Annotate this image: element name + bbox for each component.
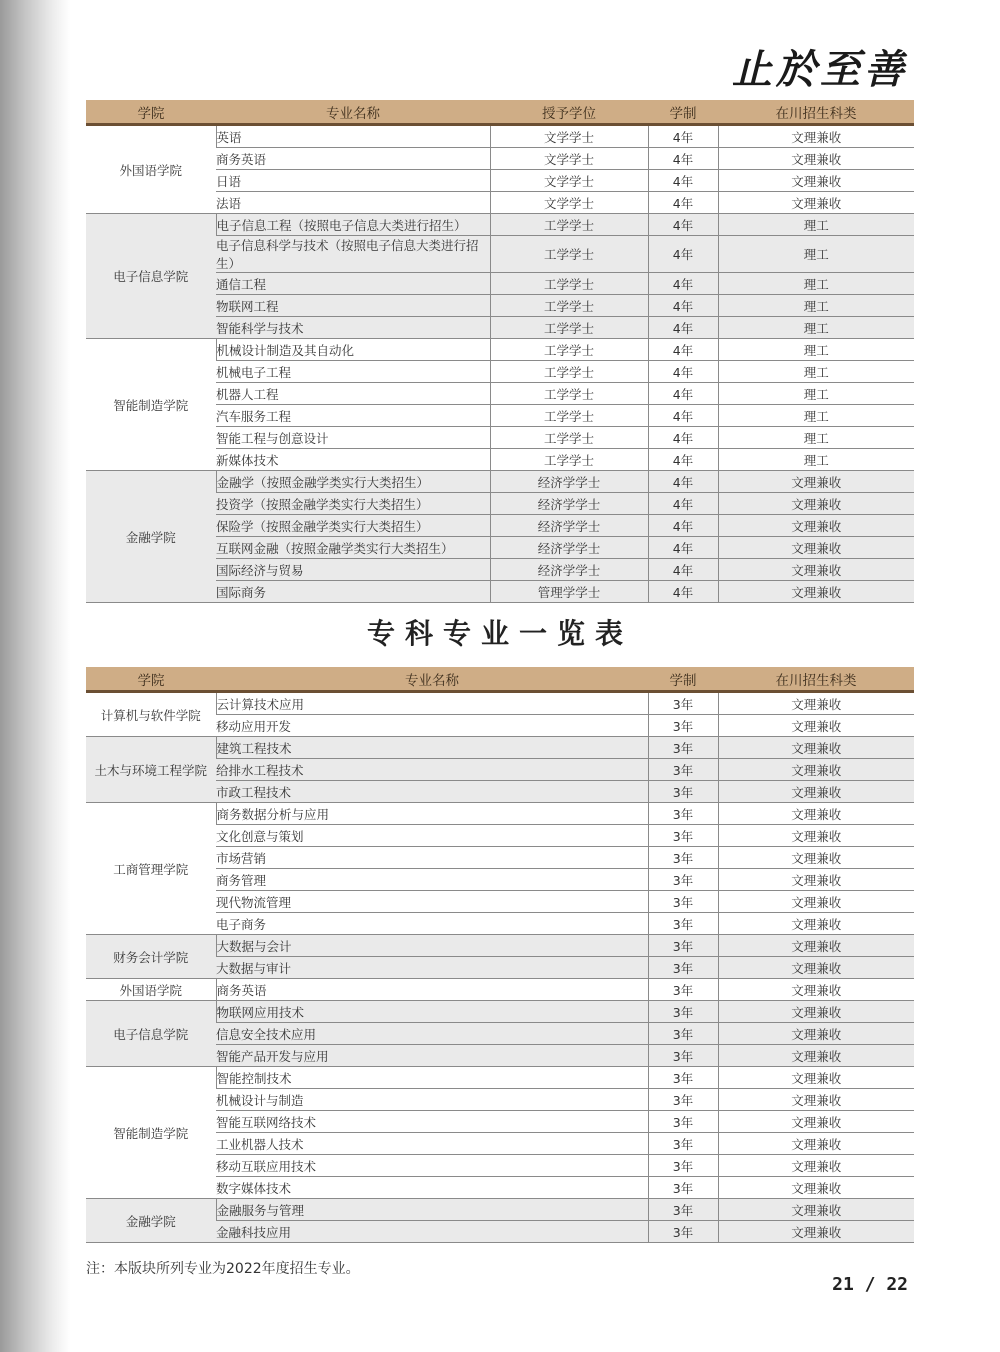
category-cell: 文理兼收 [718,759,914,781]
category-cell: 文理兼收 [718,192,914,214]
duration-cell: 4年 [648,493,718,515]
college-cell: 土木与环境工程学院 [86,737,216,803]
category-cell: 理工 [718,295,914,317]
degree-cell: 文学学士 [490,148,648,170]
duration-cell: 4年 [648,317,718,339]
major-name-cell: 商务数据分析与应用 [216,803,648,825]
category-cell: 文理兼收 [718,869,914,891]
category-cell: 文理兼收 [718,1111,914,1133]
college-majors-table [86,667,914,1243]
major-name-cell: 互联网金融（按照金融学类实行大类招生） [216,537,490,559]
major-name-cell: 大数据与审计 [216,957,648,979]
category-cell: 文理兼收 [718,692,914,715]
major-name-cell: 汽车服务工程 [216,405,490,427]
major-name-cell: 投资学（按照金融学类实行大类招生） [216,493,490,515]
major-name-cell: 智能控制技术 [216,1067,648,1089]
header-major: 专业名称 [216,100,490,125]
college-cell: 计算机与软件学院 [86,692,216,737]
major-name-cell: 市政工程技术 [216,781,648,803]
duration-cell: 4年 [648,170,718,192]
major-name-cell: 文化创意与策划 [216,825,648,847]
category-cell: 理工 [718,273,914,295]
category-cell: 文理兼收 [718,957,914,979]
header-category: 在川招生科类 [718,667,914,692]
major-name-cell: 物联网应用技术 [216,1001,648,1023]
category-cell: 文理兼收 [718,537,914,559]
header-college: 学院 [86,667,216,692]
major-name-cell: 智能产品开发与应用 [216,1045,648,1067]
duration-cell: 3年 [648,737,718,759]
duration-cell: 4年 [648,383,718,405]
major-name-cell: 信息安全技术应用 [216,1023,648,1045]
degree-cell: 经济学学士 [490,559,648,581]
degree-cell: 经济学学士 [490,493,648,515]
duration-cell: 4年 [648,125,718,148]
category-cell: 文理兼收 [718,1067,914,1089]
section-title: 专科专业一览表 [366,617,633,650]
degree-cell: 文学学士 [490,192,648,214]
major-name-cell: 机械电子工程 [216,361,490,383]
duration-cell: 3年 [648,1089,718,1111]
duration-cell: 3年 [648,715,718,737]
duration-cell: 4年 [648,295,718,317]
table2-header-row [86,667,914,692]
major-name-cell: 保险学（按照金融学类实行大类招生） [216,515,490,537]
major-name-cell: 市场营销 [216,847,648,869]
degree-cell: 工学学士 [490,427,648,449]
major-name-cell: 给排水工程技术 [216,759,648,781]
category-cell: 文理兼收 [718,493,914,515]
category-cell: 文理兼收 [718,1155,914,1177]
degree-cell: 文学学士 [490,125,648,148]
major-name-cell: 金融学（按照金融学类实行大类招生） [216,471,490,493]
major-name-cell: 现代物流管理 [216,891,648,913]
major-name-cell: 机器人工程 [216,383,490,405]
degree-cell: 工学学士 [490,383,648,405]
major-name-cell: 建筑工程技术 [216,737,648,759]
duration-cell: 4年 [648,192,718,214]
category-cell: 文理兼收 [718,1177,914,1199]
category-cell: 文理兼收 [718,737,914,759]
category-cell: 文理兼收 [718,1001,914,1023]
college-cell: 外国语学院 [86,979,216,1001]
duration-cell: 4年 [648,449,718,471]
duration-cell: 4年 [648,339,718,361]
category-cell: 理工 [718,317,914,339]
category-cell: 理工 [718,449,914,471]
duration-cell: 3年 [648,803,718,825]
table-row [86,935,914,957]
major-name-cell: 商务英语 [216,979,648,1001]
duration-cell: 4年 [648,537,718,559]
category-cell: 文理兼收 [718,715,914,737]
table-row [86,737,914,759]
degree-cell: 工学学士 [490,214,648,236]
degree-cell: 工学学士 [490,361,648,383]
header-duration: 学制 [648,667,718,692]
duration-cell: 4年 [648,214,718,236]
header-college: 学院 [86,100,216,125]
category-cell: 理工 [718,427,914,449]
category-cell: 理工 [718,383,914,405]
duration-cell: 3年 [648,957,718,979]
major-name-cell: 法语 [216,192,490,214]
degree-cell: 经济学学士 [490,471,648,493]
degree-cell: 工学学士 [490,295,648,317]
category-cell: 文理兼收 [718,803,914,825]
major-name-cell: 电子信息工程（按照电子信息大类进行招生） [216,214,490,236]
major-name-cell: 电子商务 [216,913,648,935]
category-cell: 文理兼收 [718,515,914,537]
college-cell: 智能制造学院 [86,339,216,471]
category-cell: 文理兼收 [718,581,914,603]
major-name-cell: 智能互联网络技术 [216,1111,648,1133]
major-name-cell: 物联网工程 [216,295,490,317]
category-cell: 文理兼收 [718,1045,914,1067]
major-name-cell: 移动应用开发 [216,715,648,737]
duration-cell: 4年 [648,405,718,427]
major-name-cell: 工业机器人技术 [216,1133,648,1155]
degree-cell: 经济学学士 [490,537,648,559]
degree-cell: 经济学学士 [490,515,648,537]
duration-cell: 4年 [648,427,718,449]
major-name-cell: 大数据与会计 [216,935,648,957]
major-name-cell: 智能科学与技术 [216,317,490,339]
duration-cell: 3年 [648,913,718,935]
duration-cell: 4年 [648,515,718,537]
category-cell: 文理兼收 [718,170,914,192]
category-cell: 理工 [718,236,914,273]
school-motto-calligraphy: 止於至善 [732,46,908,93]
college-cell: 电子信息学院 [86,214,216,339]
degree-cell: 工学学士 [490,339,648,361]
major-name-cell: 数字媒体技术 [216,1177,648,1199]
duration-cell: 4年 [648,273,718,295]
category-cell: 文理兼收 [718,1221,914,1243]
category-cell: 文理兼收 [718,935,914,957]
degree-cell: 管理学学士 [490,581,648,603]
major-name-cell: 移动互联应用技术 [216,1155,648,1177]
category-cell: 理工 [718,339,914,361]
category-cell: 理工 [718,214,914,236]
category-cell: 文理兼收 [718,847,914,869]
duration-cell: 3年 [648,1067,718,1089]
footnote: 注：本版块所列专业为2022年度招生专业。 [86,1261,360,1277]
major-name-cell: 云计算技术应用 [216,692,648,715]
category-cell: 文理兼收 [718,1133,914,1155]
degree-cell: 工学学士 [490,273,648,295]
category-cell: 文理兼收 [718,471,914,493]
table1-header-row [86,100,914,125]
category-cell: 文理兼收 [718,913,914,935]
degree-cell: 工学学士 [490,449,648,471]
category-cell: 文理兼收 [718,1199,914,1221]
duration-cell: 3年 [648,1155,718,1177]
table-row [86,692,914,715]
major-name-cell: 金融科技应用 [216,1221,648,1243]
duration-cell: 3年 [648,1001,718,1023]
duration-cell: 3年 [648,1045,718,1067]
header-category: 在川招生科类 [718,100,914,125]
table-row [86,339,914,361]
category-cell: 文理兼收 [718,825,914,847]
duration-cell: 3年 [648,891,718,913]
college-cell: 电子信息学院 [86,1001,216,1067]
table-row [86,1067,914,1089]
duration-cell: 4年 [648,471,718,493]
category-cell: 文理兼收 [718,1089,914,1111]
duration-cell: 3年 [648,847,718,869]
duration-cell: 4年 [648,559,718,581]
duration-cell: 3年 [648,1177,718,1199]
category-cell: 理工 [718,405,914,427]
category-cell: 文理兼收 [718,559,914,581]
major-name-cell: 日语 [216,170,490,192]
duration-cell: 4年 [648,236,718,273]
college-cell: 财务会计学院 [86,935,216,979]
table-row [86,471,914,493]
book-spine-shadow [0,0,70,1352]
major-name-cell: 智能工程与创意设计 [216,427,490,449]
major-name-cell: 金融服务与管理 [216,1199,648,1221]
college-cell: 外国语学院 [86,125,216,214]
page-number: 21 / 22 [832,1274,908,1295]
duration-cell: 4年 [648,148,718,170]
duration-cell: 3年 [648,759,718,781]
major-name-cell: 国际商务 [216,581,490,603]
major-name-cell: 机械设计与制造 [216,1089,648,1111]
header-degree: 授予学位 [490,100,648,125]
undergraduate-majors-table [86,100,914,603]
major-name-cell: 电子信息科学与技术（按照电子信息大类进行招生） [216,236,490,273]
major-name-cell: 商务英语 [216,148,490,170]
duration-cell: 3年 [648,869,718,891]
duration-cell: 3年 [648,692,718,715]
category-cell: 文理兼收 [718,781,914,803]
major-name-cell: 商务管理 [216,869,648,891]
college-cell: 工商管理学院 [86,803,216,935]
major-name-cell: 新媒体技术 [216,449,490,471]
duration-cell: 3年 [648,1111,718,1133]
duration-cell: 3年 [648,781,718,803]
duration-cell: 3年 [648,1199,718,1221]
duration-cell: 3年 [648,935,718,957]
header-major: 专业名称 [216,667,648,692]
major-name-cell: 机械设计制造及其自动化 [216,339,490,361]
major-name-cell: 通信工程 [216,273,490,295]
degree-cell: 工学学士 [490,317,648,339]
header-duration: 学制 [648,100,718,125]
table-row [86,214,914,236]
college-cell: 智能制造学院 [86,1067,216,1199]
category-cell: 文理兼收 [718,125,914,148]
degree-cell: 工学学士 [490,236,648,273]
table-row [86,1001,914,1023]
major-name-cell: 英语 [216,125,490,148]
category-cell: 文理兼收 [718,148,914,170]
duration-cell: 3年 [648,825,718,847]
table-row [86,979,914,1001]
table-row [86,803,914,825]
category-cell: 文理兼收 [718,979,914,1001]
duration-cell: 3年 [648,1221,718,1243]
degree-cell: 文学学士 [490,170,648,192]
college-cell: 金融学院 [86,1199,216,1243]
degree-cell: 工学学士 [490,405,648,427]
duration-cell: 3年 [648,979,718,1001]
duration-cell: 4年 [648,581,718,603]
table-row [86,1199,914,1221]
category-cell: 文理兼收 [718,1023,914,1045]
college-cell: 金融学院 [86,471,216,603]
duration-cell: 3年 [648,1133,718,1155]
duration-cell: 4年 [648,361,718,383]
table-row [86,125,914,148]
major-name-cell: 国际经济与贸易 [216,559,490,581]
category-cell: 理工 [718,361,914,383]
duration-cell: 3年 [648,1023,718,1045]
category-cell: 文理兼收 [718,891,914,913]
